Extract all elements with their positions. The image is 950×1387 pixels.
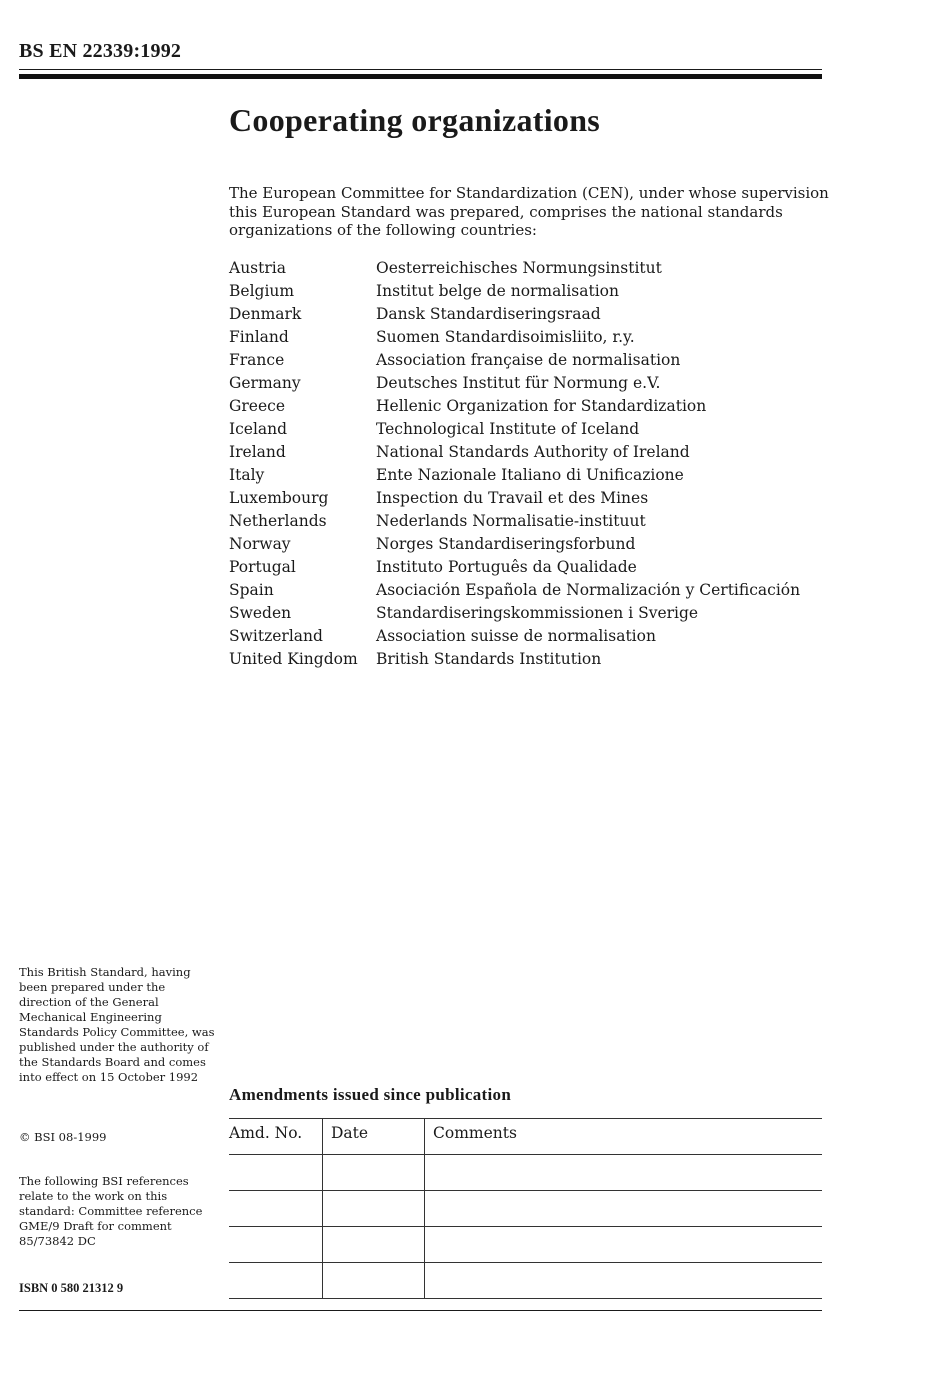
organization-list (229, 256, 829, 670)
organization-body: Dansk Standardiseringsraad (376, 304, 601, 323)
organization-row (229, 417, 829, 440)
organization-row (229, 256, 829, 279)
footer-rule (19, 1310, 822, 1311)
organization-country: Austria (229, 258, 286, 277)
organization-row (229, 348, 829, 371)
page-title: Cooperating organizations (229, 102, 601, 138)
organization-country: Germany (229, 373, 301, 392)
amendment-cell (425, 1227, 823, 1263)
organization-country: Portugal (229, 557, 296, 576)
organization-body: Association française de normalisation (376, 350, 681, 369)
organization-country: Spain (229, 580, 274, 599)
organization-country: Belgium (229, 281, 295, 300)
organization-country: Iceland (229, 419, 288, 438)
amendment-cell (323, 1227, 425, 1263)
bsi-references-note: The following BSI references relate to the work on this standard: Committee reference GME/9 Draft for comment 85/73842 DC (19, 1174, 203, 1248)
organization-country: Finland (229, 327, 289, 346)
organization-country: Ireland (229, 442, 286, 461)
amendment-row (229, 1263, 822, 1299)
organization-country: United Kingdom (229, 649, 358, 668)
organization-body: Institut belge de normalisation (376, 281, 619, 300)
date-header: Date (323, 1119, 425, 1155)
amendment-cell (229, 1191, 323, 1227)
organization-row (229, 624, 829, 647)
organization-row (229, 486, 829, 509)
organization-body: Ente Nazionale Italiano di Unificazione (376, 465, 684, 484)
organization-row (229, 325, 829, 348)
amendment-cell (425, 1155, 823, 1191)
organization-body: Asociación Española de Normalización y Certificación (376, 580, 801, 599)
organization-country: France (229, 350, 285, 369)
organization-body: British Standards Institution (376, 649, 602, 668)
amendments-title: Amendments issued since publication (229, 1085, 512, 1104)
amendment-row (229, 1155, 822, 1191)
organization-body: Hellenic Organization for Standardization (376, 396, 707, 415)
organization-body: Technological Institute of Iceland (376, 419, 640, 438)
organization-row (229, 394, 829, 417)
organization-row (229, 601, 829, 624)
amendment-cell (323, 1155, 425, 1191)
organization-body: Inspection du Travail et des Mines (376, 488, 649, 507)
amendment-cell (229, 1263, 323, 1299)
organization-body: Norges Standardiseringsforbund (376, 534, 636, 553)
amendment-cell (229, 1155, 323, 1191)
header-rule-thin (19, 69, 822, 70)
isbn: ISBN 0 580 21312 9 (19, 1281, 124, 1295)
organization-body: Oesterreichisches Normungsinstitut (376, 258, 662, 277)
organization-row (229, 440, 829, 463)
amendment-row (229, 1227, 822, 1263)
organization-country: Greece (229, 396, 285, 415)
publication-note: This British Standard, having been prepared under the direction of the General Mechanical Engineering Standards Policy Committee, was published under the authority of the Standards Board and comes into effect on 15 October 1992 (19, 965, 215, 1084)
header-rule-thick (19, 74, 822, 79)
organization-country: Norway (229, 534, 291, 553)
organization-country: Netherlands (229, 511, 327, 530)
organization-body: Nederlands Normalisatie-instituut (376, 511, 646, 530)
organization-country: Denmark (229, 304, 302, 323)
organization-body: National Standards Authority of Ireland (376, 442, 690, 461)
organization-row (229, 302, 829, 325)
organization-body: Instituto Português da Qualidade (376, 557, 637, 576)
amendment-cell (323, 1263, 425, 1299)
organization-row (229, 371, 829, 394)
organization-body: Deutsches Institut für Normung e.V. (376, 373, 661, 392)
amendment-cell (425, 1191, 823, 1227)
organization-row (229, 509, 829, 532)
amendment-cell (229, 1227, 323, 1263)
document-id: BS EN 22339:1992 (19, 40, 182, 62)
organization-country: Switzerland (229, 626, 323, 645)
amendment-row (229, 1191, 822, 1227)
organization-row (229, 578, 829, 601)
organization-country: Italy (229, 465, 265, 484)
organization-row (229, 463, 829, 486)
organization-row (229, 532, 829, 555)
intro-paragraph: The European Committee for Standardization (CEN), under whose supervision this European Standard was prepared, comprises the national standards organizations of the following countries: (229, 184, 829, 239)
organization-body: Association suisse de normalisation (376, 626, 656, 645)
organization-country: Sweden (229, 603, 292, 622)
amendment-cell (425, 1263, 823, 1299)
amd-no-header: Amd. No. (229, 1119, 323, 1155)
comments-header: Comments (425, 1119, 823, 1155)
organization-row (229, 279, 829, 302)
amendments-header-row (229, 1119, 822, 1155)
organization-body: Standardiseringskommissionen i Sverige (376, 603, 699, 622)
amendment-cell (323, 1191, 425, 1227)
organization-row (229, 647, 829, 670)
organization-body: Suomen Standardisoimisliito, r.y. (376, 327, 635, 346)
copyright-note: © BSI 08-1999 (19, 1130, 107, 1144)
amendments-table (229, 1118, 822, 1299)
organization-row (229, 555, 829, 578)
organization-country: Luxembourg (229, 488, 329, 507)
